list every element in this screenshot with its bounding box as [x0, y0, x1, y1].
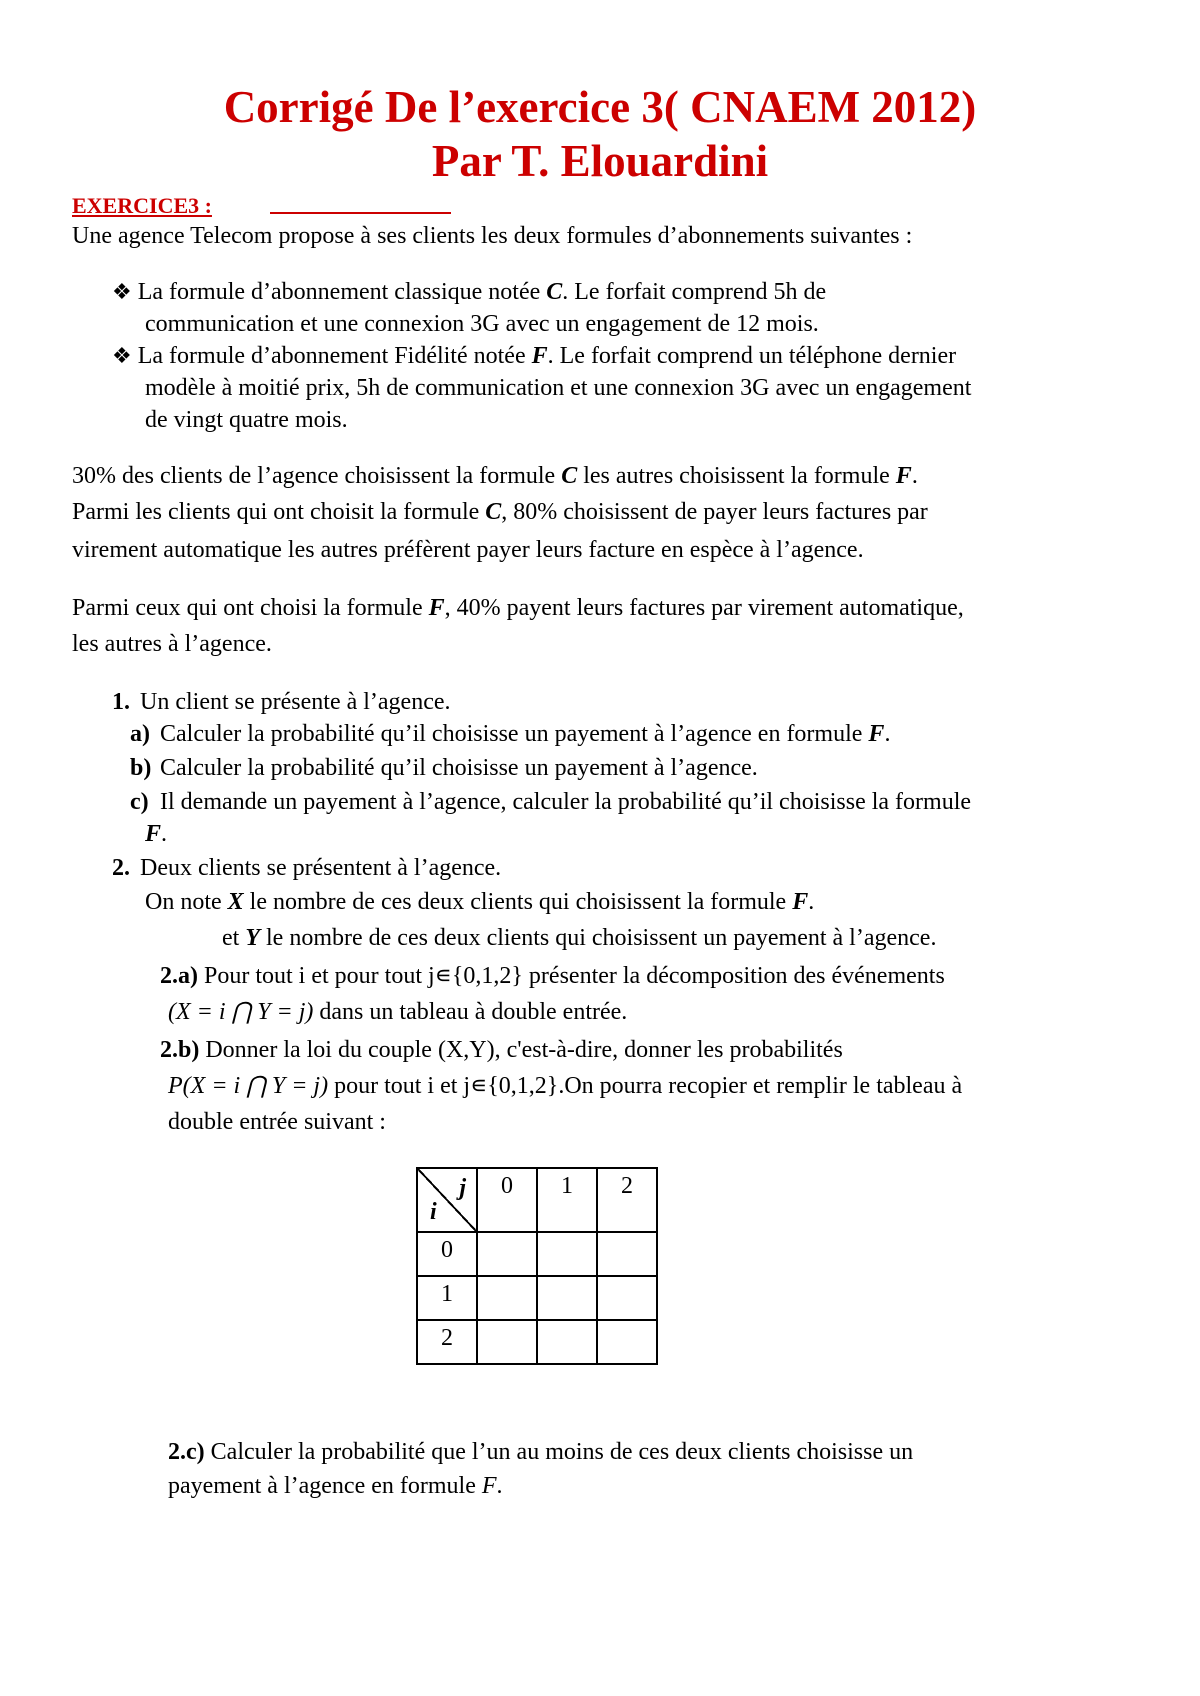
- question-2c-line-1: 2.c) Calculer la probabilité que l’un au moins de ces deux clients choisisse un: [168, 1439, 914, 1465]
- diamond-bullet-icon: ❖: [112, 343, 132, 368]
- question-2-note-x: On note X le nombre de ces deux clients qui choisissent la formule F.: [145, 889, 815, 915]
- table-cell: [537, 1232, 597, 1276]
- question-2b-line-3: double entrée suivant :: [168, 1109, 386, 1135]
- question-2a-line-2: (X = i ⋂ Y = j) dans un tableau à double entrée.: [168, 999, 628, 1025]
- table-cell: [537, 1320, 597, 1364]
- paragraph-2-line-1: Parmi ceux qui ont choisi la formule F, 40% payent leurs factures par virement automatique,: [72, 595, 964, 621]
- table-col-header: 1: [537, 1168, 597, 1232]
- bullet-classic-line-2: communication et une connexion 3G avec un engagement de 12 mois.: [145, 311, 819, 337]
- exercise-label-underline: [270, 212, 451, 214]
- question-1a: a) Calculer la probabilité qu’il choisisse un payement à l’agence en formule F.: [130, 721, 891, 747]
- table-col-header: 0: [477, 1168, 537, 1232]
- table-header-row: [417, 1168, 657, 1232]
- paragraph-1-line-3: virement automatique les autres préfèrent payer leurs facture en espèce à l’agence.: [72, 537, 864, 563]
- question-1b: b) Calculer la probabilité qu’il choisisse un payement à l’agence.: [130, 755, 758, 781]
- paragraph-2-line-2: les autres à l’agence.: [72, 631, 272, 657]
- table-row: [417, 1232, 657, 1276]
- paragraph-1-line-1: 30% des clients de l’agence choisissent la formule C les autres choisissent la formule F.: [72, 463, 918, 489]
- question-1c: c) Il demande un payement à l’agence, calculer la probabilité qu’il choisisse la formule: [130, 789, 972, 815]
- event-formula: (X = i ⋂ Y = j): [168, 999, 314, 1025]
- bullet-fidelity-line-2: modèle à moitié prix, 5h de communication et une connexion 3G avec un engagement: [145, 375, 972, 401]
- question-1: 1. Un client se présente à l’agence.: [112, 689, 451, 715]
- table-cell: [597, 1232, 657, 1276]
- question-2c-line-2: payement à l’agence en formule F.: [168, 1473, 503, 1499]
- question-2b-line-2: P(X = i ⋂ Y = j) pour tout i et j∊{0,1,2}.On pourra recopier et remplir le tableau à: [168, 1073, 963, 1099]
- question-2a-line-1: 2.a) Pour tout i et pour tout j∊{0,1,2} présenter la décomposition des événements: [160, 963, 945, 989]
- bullet-fidelity-line-3: de vingt quatre mois.: [145, 407, 348, 433]
- title-line-1: Corrigé De l’exercice 3( CNAEM 2012): [223, 82, 977, 132]
- table-row: [417, 1276, 657, 1320]
- table-corner-cell: j i: [417, 1168, 477, 1232]
- table-cell: [537, 1276, 597, 1320]
- table-row-header: 0: [417, 1232, 477, 1276]
- table-cell: [597, 1320, 657, 1364]
- probability-formula: P(X = i ⋂ Y = j): [168, 1073, 329, 1099]
- bullet-classic-line-1: ❖ La formule d’abonnement classique notée C. Le forfait comprend 5h de: [112, 279, 827, 305]
- bullet-fidelity-line-1: ❖ La formule d’abonnement Fidélité notée F. Le forfait comprend un téléphone dernier: [112, 343, 957, 369]
- table-cell: [597, 1276, 657, 1320]
- table-row-header: 2: [417, 1320, 477, 1364]
- table-row: [417, 1320, 657, 1364]
- question-1c-end: F.: [145, 821, 168, 847]
- table-cell: [477, 1276, 537, 1320]
- table-cell: [477, 1320, 537, 1364]
- paragraph-1-line-2: Parmi les clients qui ont choisit la formule C, 80% choisissent de payer leurs factures par: [72, 499, 928, 525]
- exercise-intro: Une agence Telecom propose à ses clients les deux formules d’abonnements suivantes :: [72, 223, 913, 249]
- table-row-header: 1: [417, 1276, 477, 1320]
- question-2: 2. Deux clients se présentent à l’agence.: [112, 855, 502, 881]
- title-line-2: Par T. Elouardini: [431, 136, 769, 186]
- table-col-header: 2: [597, 1168, 657, 1232]
- double-entry-table: [416, 1167, 658, 1365]
- table-cell: [477, 1232, 537, 1276]
- question-2-note-y: et Y le nombre de ces deux clients qui choisissent un payement à l’agence.: [222, 925, 937, 951]
- exercise-label: EXERCICE3 :: [72, 193, 212, 218]
- question-2b-line-1: 2.b) Donner la loi du couple (X,Y), c'est-à-dire, donner les probabilités: [160, 1037, 843, 1063]
- diamond-bullet-icon: ❖: [112, 279, 132, 304]
